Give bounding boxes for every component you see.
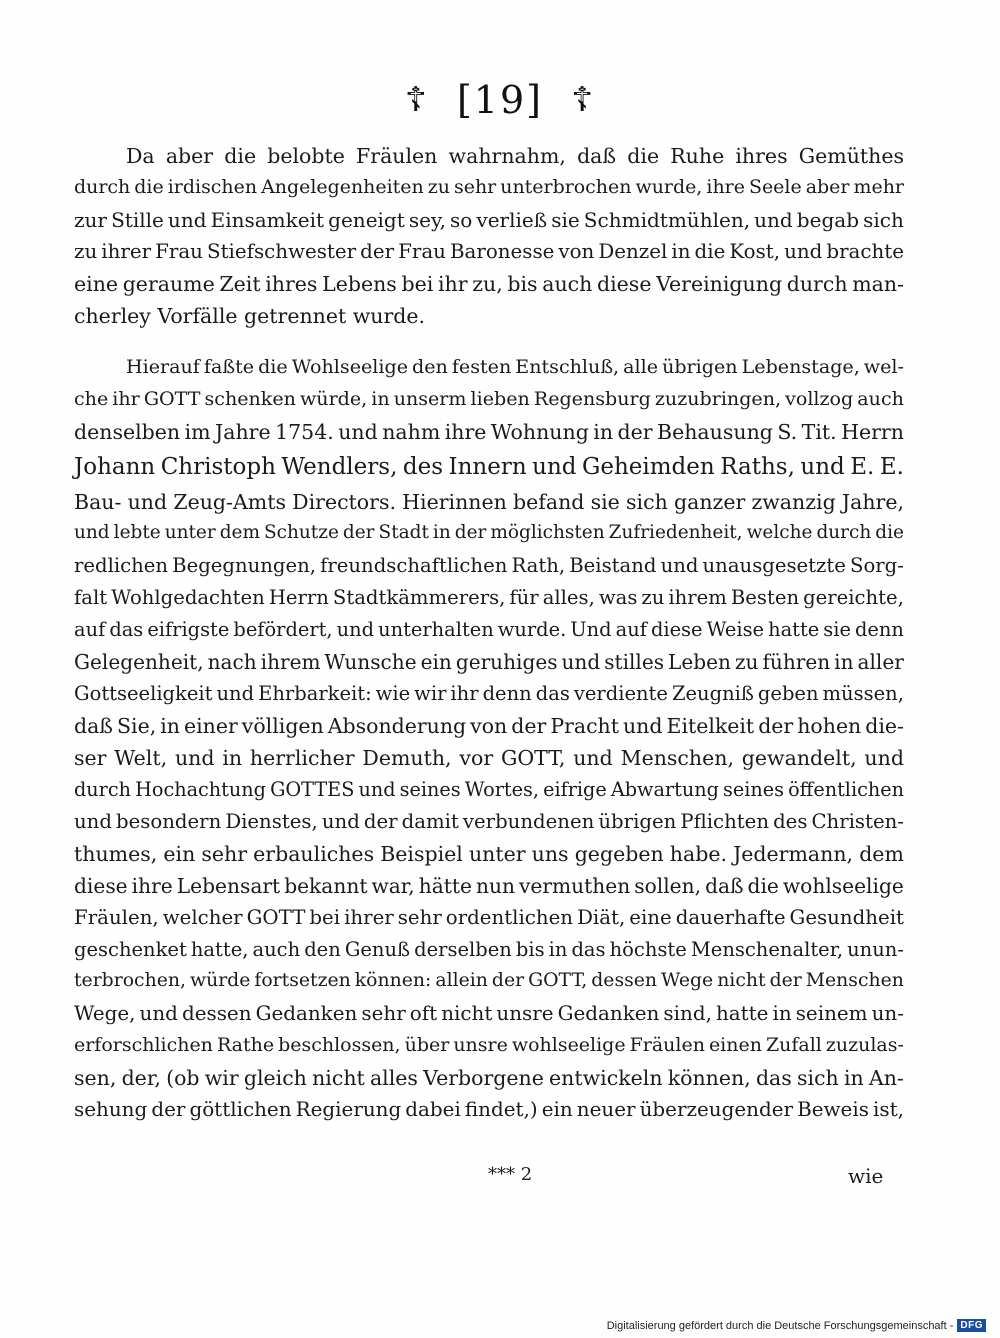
dfg-logo: DFG bbox=[957, 1319, 986, 1332]
text-line: Gottseeligkeit und Ehrbarkeit: wie wir ihr denn das verdiente Zeugniß geben müssen, bbox=[74, 682, 904, 705]
text-line: und lebte unter dem Schutze der Stadt in der möglichsten Zufriedenheit, welche durch die bbox=[74, 522, 904, 543]
text-line: terbrochen, würde fortsetzen können: allein der GOTT, dessen Wege nicht der Menschen bbox=[74, 970, 904, 991]
text-line: thumes, ein sehr erbauliches Beispiel unter uns gegeben habe. Jedermann, dem bbox=[74, 842, 904, 866]
cross-ornament-right-icon: ☦ bbox=[571, 80, 596, 120]
text-line: sen, der, (ob wir gleich nicht alles Verborgene entwickeln können, das sich in An- bbox=[74, 1066, 904, 1090]
catchword: wie bbox=[848, 1164, 884, 1188]
signature-mark: *** 2 bbox=[488, 1164, 533, 1185]
text-line: che ihr GOTT schenken würde, in unserm lieben Regensburg zuzubringen, vollzog auch bbox=[74, 388, 904, 410]
text-line: Fräulen, welcher GOTT bei ihrer sehr ordentlichen Diät, eine dauerhafte Gesundheit bbox=[74, 906, 904, 929]
text-line: zu ihrer Frau Stiefschwester der Frau Baronesse von Denzel in die Kost, und brachte bbox=[74, 240, 904, 263]
text-line: denselben im Jahre 1754. und nahm ihre Wohnung in der Behausung S. Tit. Herrn bbox=[74, 420, 904, 444]
text-line: Gelegenheit, nach ihrem Wunsche ein geruhiges und stilles Leben zu führen in aller bbox=[74, 650, 904, 674]
digitization-credit bbox=[607, 1319, 986, 1332]
credit-text: Digitalisierung gefördert durch die Deutsche Forschungsgemeinschaft - bbox=[606, 1319, 954, 1332]
text-line: diese ihre Lebensart bekannt war, hätte nun vermuthen sollen, daß die wohlseelige bbox=[74, 874, 904, 898]
text-line: falt Wohlgedachten Herrn Stadtkämmerers, für alles, was zu ihrem Besten gereichte, bbox=[74, 586, 904, 609]
text-line: und besondern Dienstes, und der damit verbundenen übrigen Pflichten des Christen- bbox=[74, 810, 904, 833]
cross-ornament-left-icon: ☦ bbox=[404, 80, 429, 120]
text-line: erforschlichen Rathe beschlossen, über unsre wohlseelige Fräulen einen Zufall zuzulas- bbox=[74, 1034, 904, 1056]
text-line: Hierauf faßte die Wohlseelige den festen Entschluß, alle übrigen Lebenstage, wel- bbox=[126, 356, 904, 378]
text-line: Bau- und Zeug-Amts Directors. Hierinnen befand sie sich ganzer zwanzig Jahre, bbox=[74, 490, 904, 514]
text-line: zur Stille und Einsamkeit geneigt sey, so verließ sie Schmidtmühlen, und begab sich bbox=[74, 208, 904, 232]
page-number: [19] bbox=[456, 78, 543, 122]
text-line: auf das eifrigste befördert, und unterhalten wurde. Und auf diese Weise hatte sie denn bbox=[74, 618, 904, 641]
text-line: Wege, und dessen Gedanken sehr oft nicht unsre Gedanken sind, hatte in seinem un- bbox=[74, 1002, 904, 1025]
text-line: durch die irdischen Angelegenheiten zu sehr unterbrochen wurde, ihre Seele aber mehr bbox=[74, 176, 904, 198]
text-line: ser Welt, und in herrlicher Demuth, vor GOTT, und Menschen, gewandelt, und bbox=[74, 746, 904, 770]
text-line: durch Hochachtung GOTTES und seines Wortes, eifrige Abwartung seines öffentlichen bbox=[74, 778, 904, 801]
text-line: eine geraume Zeit ihres Lebens bei ihr zu, bis auch diese Vereinigung durch man- bbox=[74, 272, 904, 296]
text-line: cherley Vorfälle getrennet wurde. bbox=[74, 304, 426, 328]
page-header bbox=[0, 78, 1000, 122]
text-line: Da aber die belobte Fräulen wahrnahm, daß die Ruhe ihres Gemüthes bbox=[126, 144, 904, 168]
text-line: redlichen Begegnungen, freundschaftlichen Rath, Beistand und unausgesetzte Sorg- bbox=[74, 554, 904, 577]
text-line: daß Sie, in einer völligen Absonderung von der Pracht und Eitelkeit der hohen die- bbox=[74, 714, 904, 738]
text-line: geschenket hatte, auch den Genuß derselben bis in das höchste Menschenalter, unun- bbox=[74, 938, 904, 961]
text-line: Johann Christoph Wendlers, des Innern und Geheimden Raths, und E. E. bbox=[74, 454, 904, 480]
text-line: sehung der göttlichen Regierung dabei findet,) ein neuer überzeugender Beweis ist, bbox=[74, 1098, 904, 1121]
